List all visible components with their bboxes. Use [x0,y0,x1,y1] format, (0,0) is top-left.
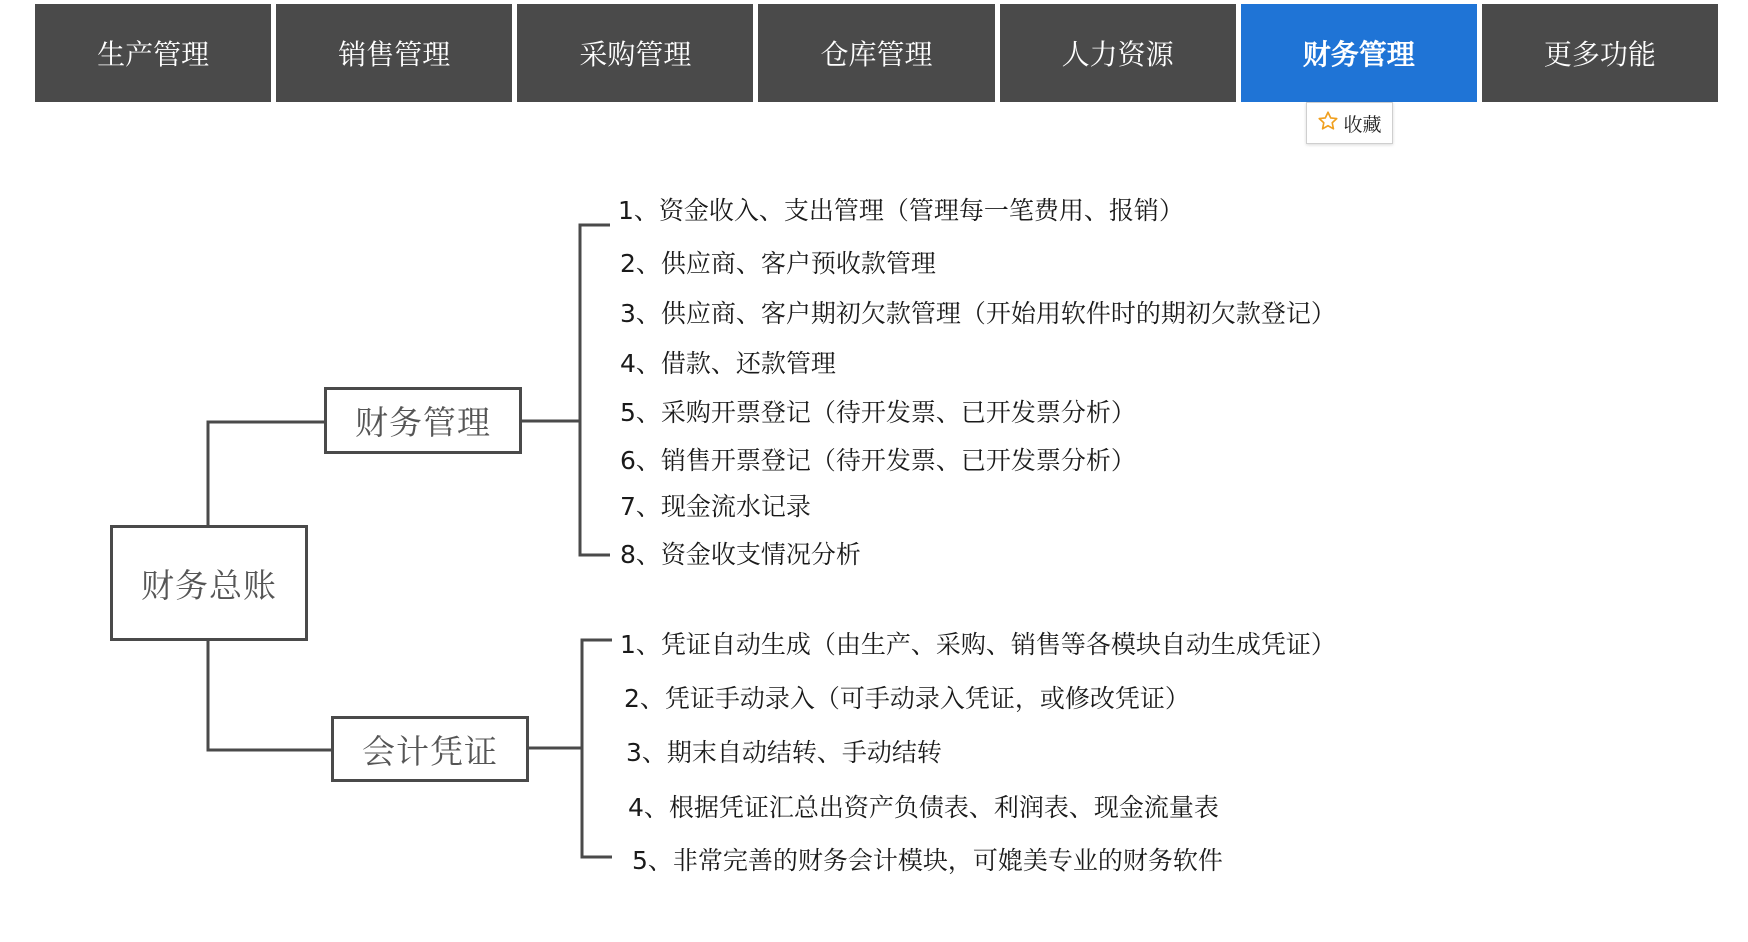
branch-node-finance: 财务管理 [324,387,522,454]
connector-root-voucher [208,640,334,750]
voucher-item-3: 3、期末自动结转、手动结转 [626,738,942,767]
finance-item-7: 7、现金流水记录 [620,492,811,521]
tab-more[interactable]: 更多功能 [1482,4,1718,102]
finance-item-2: 2、供应商、客户预收款管理 [620,249,936,278]
mindmap-root-node: 财务总账 [110,525,308,641]
tab-warehouse[interactable]: 仓库管理 [758,4,994,102]
voucher-item-4: 4、根据凭证汇总出资产负债表、利润表、现金流量表 [628,793,1219,822]
voucher-item-2: 2、凭证手动录入（可手动录入凭证，或修改凭证） [624,684,1190,713]
finance-items-bracket [580,225,610,555]
tab-sales[interactable]: 销售管理 [276,4,512,102]
tab-hr[interactable]: 人力资源 [1000,4,1236,102]
finance-item-6: 6、销售开票登记（待开发票、已开发票分析） [620,446,1136,475]
voucher-item-1: 1、凭证自动生成（由生产、采购、销售等各模块自动生成凭证） [620,630,1336,659]
voucher-items-bracket [582,640,612,857]
finance-item-4: 4、借款、还款管理 [620,349,836,378]
tab-finance[interactable]: 财务管理 [1241,4,1477,102]
tab-purchase[interactable]: 采购管理 [517,4,753,102]
tab-production[interactable]: 生产管理 [35,4,271,102]
finance-item-1: 1、资金收入、支出管理（管理每一笔费用、报销） [618,196,1184,225]
finance-item-8: 8、资金收支情况分析 [620,540,861,569]
voucher-item-5: 5、非常完善的财务会计模块，可媲美专业的财务软件 [632,846,1223,875]
finance-item-3: 3、供应商、客户期初欠款管理（开始用软件时的期初欠款登记） [620,299,1336,328]
connector-root-finance [208,422,326,526]
finance-item-5: 5、采购开票登记（待开发票、已开发票分析） [620,398,1136,427]
favorite-label: 收藏 [1343,113,1382,136]
branch-node-voucher: 会计凭证 [331,716,529,782]
